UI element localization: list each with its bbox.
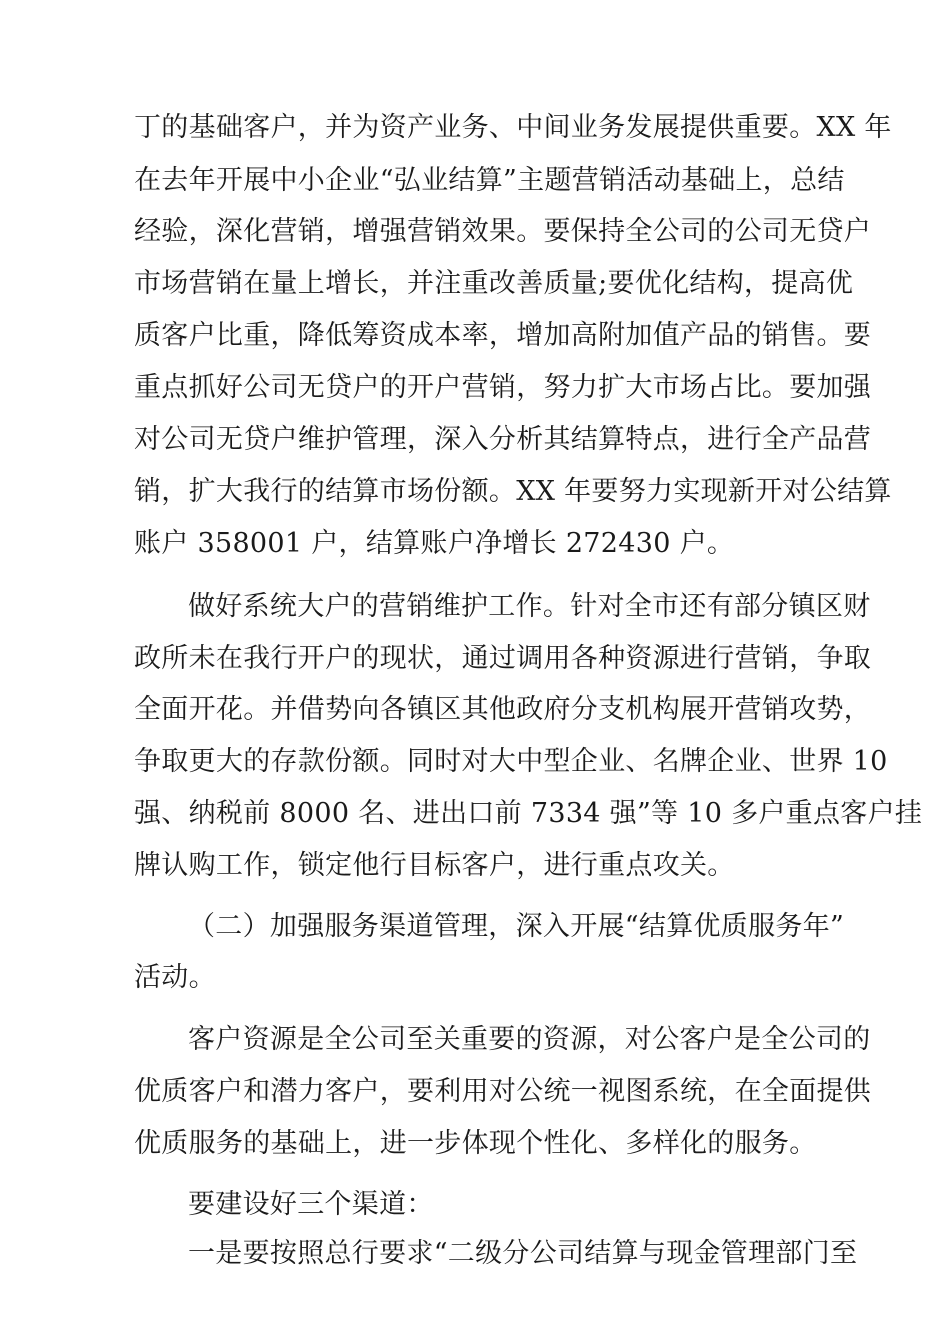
- text-line: 争取更大的存款份额。同时对大中型企业、名牌企业、世界 10: [134, 746, 888, 777]
- text-line: 经验，深化营销，增强营销效果。要保持全公司的公司无贷户: [134, 216, 872, 247]
- text-line: 优质服务的基础上，进一步体现个性化、多样化的服务。: [134, 1128, 817, 1159]
- section-heading-continued: 活动。: [134, 962, 216, 993]
- text-line: 质客户比重，降低筹资成本率，增加高附加值产品的销售。要: [134, 320, 872, 351]
- text-line: 要建设好三个渠道：: [188, 1189, 434, 1220]
- text-line: 销，扩大我行的结算市场份额。XX 年要努力实现新开对公结算: [134, 476, 892, 507]
- text-line: 做好系统大户的营销维护工作。针对全市还有部分镇区财: [188, 591, 871, 622]
- section-heading: （二）加强服务渠道管理，深入开展“结算优质服务年”: [188, 911, 845, 942]
- text-line: 强、纳税前 8000 名、进出口前 7334 强”等 10 多户重点客户挂: [134, 798, 923, 829]
- text-line: 一是要按照总行要求“二级分公司结算与现金管理部门至: [188, 1238, 858, 1269]
- text-line: 在去年开展中小企业“弘业结算”主题营销活动基础上，总结: [134, 165, 845, 196]
- text-line: 丁的基础客户，并为资产业务、中间业务发展提供重要。XX 年: [134, 112, 892, 143]
- text-line: 优质客户和潜力客户，要利用对公统一视图系统，在全面提供: [134, 1076, 872, 1107]
- text-line: 牌认购工作，锁定他行目标客户，进行重点攻关。: [134, 850, 735, 881]
- text-line: 账户 358001 户，结算账户净增长 272430 户。: [134, 528, 735, 559]
- text-line: 全面开花。并借势向各镇区其他政府分支机构展开营销攻势，: [134, 694, 872, 725]
- text-line: 重点抓好公司无贷户的开户营销，努力扩大市场占比。要加强: [134, 372, 872, 403]
- text-line: 对公司无贷户维护管理，深入分析其结算特点，进行全产品营: [134, 424, 872, 455]
- text-line: 政所未在我行开户的现状，通过调用各种资源进行营销，争取: [134, 643, 872, 674]
- text-line: 市场营销在量上增长，并注重改善质量;要优化结构，提高优: [134, 268, 854, 299]
- text-line: 客户资源是全公司至关重要的资源，对公客户是全公司的: [188, 1024, 871, 1055]
